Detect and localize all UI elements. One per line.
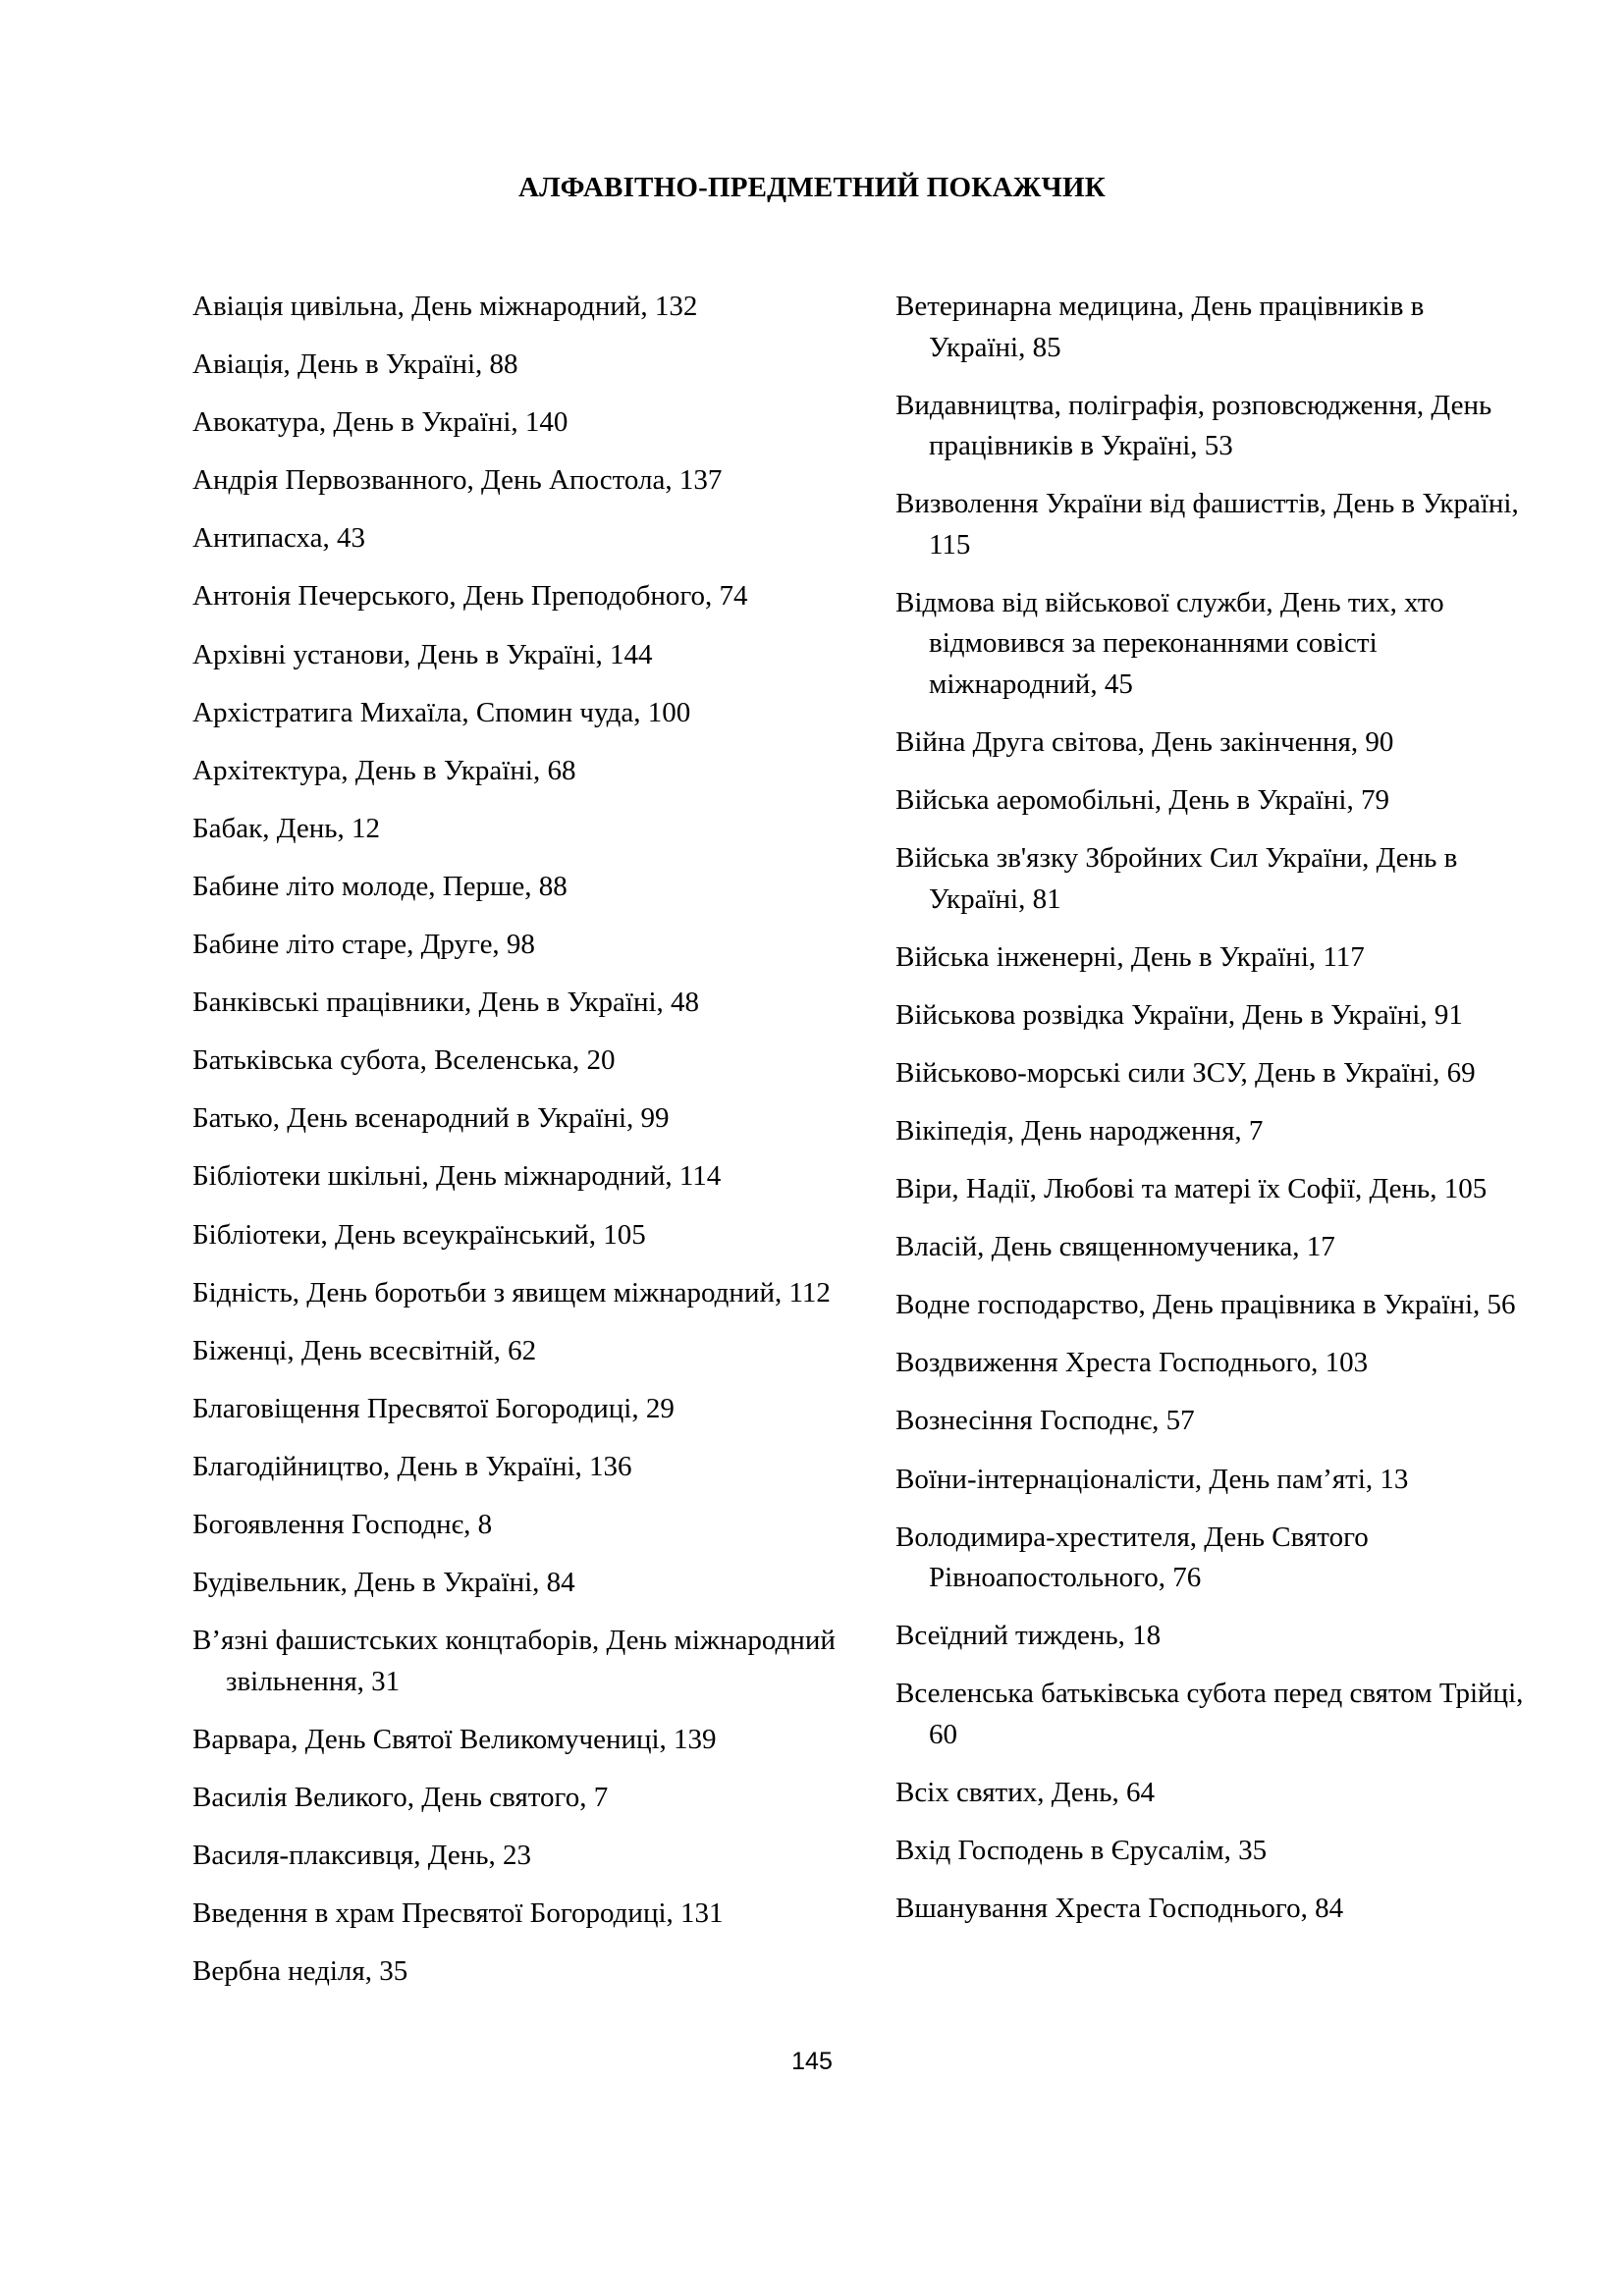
index-entry: Всеїдний тиждень, 18: [895, 1620, 1162, 1652]
index-entry: Визволення України від фашисттів, День в Україні, 115: [895, 488, 1519, 561]
index-entry: Антипасха, 43: [192, 522, 366, 555]
index-entry: Війська зв'язку Збройних Сил України, День в Україні, 81: [895, 842, 1458, 915]
index-entry: Вхід Господень в Єрусалім, 35: [895, 1834, 1268, 1866]
page-number: 145: [791, 2048, 833, 2075]
index-entry: Варвара, День Святої Великомучениці, 139: [192, 1723, 717, 1755]
index-entry: Бідність, День боротьби з явищем міжнародний, 112: [192, 1276, 831, 1308]
page-title: АЛФАВІТНО-ПРЕДМЕТНИЙ ПОКАЖЧИК: [518, 172, 1106, 203]
index-entry: Воздвиження Хреста Господнього, 103: [895, 1347, 1369, 1379]
index-entry: Батьківська субота, Вселенська, 20: [192, 1044, 616, 1077]
index-entry: Архістратига Михаїла, Спомин чуда, 100: [192, 696, 691, 728]
index-entry: Авокатура, День в Україні, 140: [192, 406, 568, 439]
index-entry: Бабак, День, 12: [192, 812, 380, 844]
index-entry: Військова розвідка України, День в Україні, 91: [895, 998, 1463, 1031]
index-entry: Видавництва, поліграфія, розповсюдження, День працівників в Україні, 53: [895, 389, 1492, 462]
index-entry: Банківські працівники, День в Україні, 48: [192, 987, 700, 1019]
index-entry: Війська аеромобільні, День в Україні, 79: [895, 783, 1389, 816]
index-entry: Благовіщення Пресвятої Богородиці, 29: [192, 1392, 675, 1424]
index-entry: Архітектура, День в Україні, 68: [192, 754, 576, 786]
index-entry: Біженці, День всесвітній, 62: [192, 1334, 537, 1366]
index-entry: Авіація цивільна, День міжнародний, 132: [192, 291, 698, 322]
index-entry: Віри, Надії, Любові та матері їх Софії, День, 105: [895, 1173, 1488, 1205]
index-entry: В’язні фашистських концтаборів, День міжнародний звільнення, 31: [192, 1625, 836, 1697]
index-entry: Війська інженерні, День в Україні, 117: [895, 940, 1365, 973]
index-entry: Вікіпедія, День народження, 7: [895, 1114, 1264, 1147]
index-entry: Вознесіння Господнє, 57: [895, 1405, 1195, 1437]
index-entry: Всіх святих, День, 64: [895, 1776, 1155, 1808]
index-entry: Вербна неділя, 35: [192, 1955, 408, 1988]
index-entry: Вселенська батьківська субота перед святом Трійці, 60: [895, 1678, 1524, 1750]
index-entry: Вшанування Хреста Господнього, 84: [895, 1893, 1344, 1925]
index-entry: Ветеринарна медицина, День працівників в Україні, 85: [895, 291, 1425, 363]
index-entry: Бабине літо молоде, Перше, 88: [192, 870, 568, 902]
index-entry: Воїни-інтернаціоналісти, День пам’яті, 13: [895, 1463, 1409, 1495]
index-entry: Бабине літо старе, Друге, 98: [192, 929, 535, 961]
index-entry: Власій, День священномученика, 17: [895, 1231, 1335, 1263]
index-column-left: [192, 287, 860, 2009]
index-entry: Авіація, День в Україні, 88: [192, 348, 518, 381]
index-entry: Антонія Печерського, День Преподобного, 74: [192, 580, 748, 613]
index-entry: Військово-морські сили ЗСУ, День в Україні, 69: [895, 1056, 1476, 1089]
index-entry: Благодійництво, День в Україні, 136: [192, 1450, 632, 1482]
index-entry: Архівні установи, День в Україні, 144: [192, 638, 653, 670]
index-entry: Бібліотеки, День всеукраїнський, 105: [192, 1218, 646, 1251]
index-entry: Водне господарство, День працівника в Україні, 56: [895, 1289, 1516, 1321]
index-entry: Володимира-хрестителя, День Святого Рівноапостольного, 76: [895, 1521, 1369, 1594]
index-entry: Введення в храм Пресвятої Богородиці, 131: [192, 1897, 724, 1930]
index-entry: Бібліотеки шкільні, День міжнародний, 114: [192, 1160, 722, 1193]
index-entry: Богоявлення Господнє, 8: [192, 1508, 493, 1540]
index-entry: Батько, День всенародний в Україні, 99: [192, 1102, 670, 1135]
index-entry: Будівельник, День в Україні, 84: [192, 1567, 575, 1599]
index-entry: Андрія Первозванного, День Апостола, 137: [192, 464, 723, 497]
index-entry: Війна Друга світова, День закінчення, 90: [895, 725, 1394, 758]
index-entry: Василя-плаксивця, День, 23: [192, 1839, 531, 1871]
index-column-right: [895, 287, 1524, 1947]
index-entry: Василія Великого, День святого, 7: [192, 1781, 609, 1813]
index-entry: Відмова від військової служби, День тих, хто відмовився за переконаннями совісті міжнародний, 45: [895, 586, 1444, 700]
